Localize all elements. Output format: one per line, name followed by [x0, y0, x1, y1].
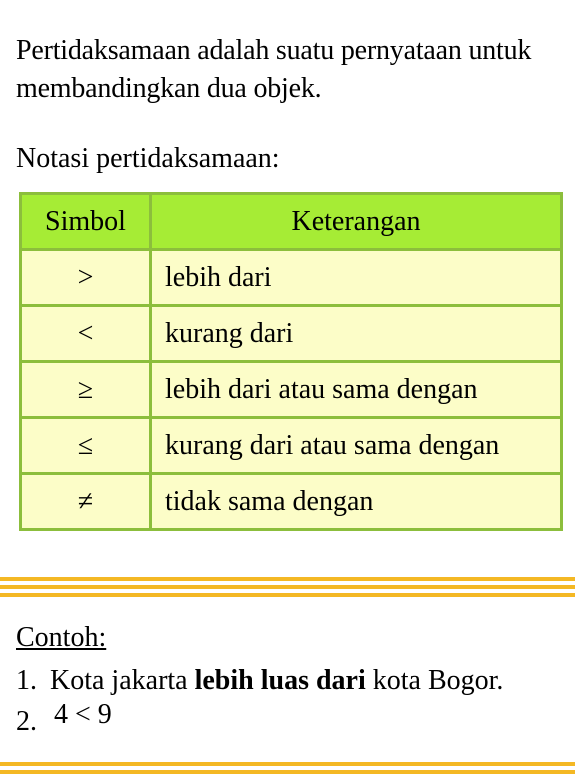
divider-stripe [0, 770, 575, 774]
divider-stripe [0, 577, 575, 581]
example-number: 1. [16, 665, 37, 696]
description-cell: kurang dari [151, 306, 562, 362]
contoh-heading: Contoh: [16, 622, 107, 653]
example-text-before: Kota jakarta [50, 665, 195, 696]
symbol-cell: ≥ [21, 362, 151, 418]
example-number: 2. [16, 706, 37, 737]
table-header-row [21, 194, 562, 250]
divider-stripe [0, 593, 575, 597]
symbol-cell: ≠ [21, 474, 151, 530]
divider-stripes-top [0, 577, 575, 601]
table-row [21, 250, 562, 306]
example-text-bold: lebih luas dari [194, 665, 366, 696]
symbol-cell: ≤ [21, 418, 151, 474]
table-row [21, 362, 562, 418]
example-text-after: kota Bogor. [365, 665, 504, 696]
example-expression: 4 < 9 [54, 699, 112, 730]
symbol-cell: > [21, 250, 151, 306]
intro-paragraph: Pertidaksamaan adalah suatu pernyataan untuk membandingkan dua objek. [16, 35, 532, 104]
description-cell: lebih dari atau sama dengan [151, 362, 562, 418]
description-cell: lebih dari [151, 250, 562, 306]
example-1 [16, 663, 503, 699]
divider-stripe [0, 762, 575, 766]
description-cell: kurang dari atau sama dengan [151, 418, 562, 474]
divider-stripe [0, 585, 575, 589]
notation-table [19, 192, 563, 531]
divider-stripes-bottom [0, 762, 575, 778]
table-row [21, 474, 562, 530]
table-row [21, 418, 562, 474]
description-cell: tidak sama dengan [151, 474, 562, 530]
header-keterangan: Keterangan [151, 194, 562, 250]
symbol-cell: < [21, 306, 151, 362]
notasi-heading: Notasi pertidaksamaan: [16, 143, 280, 174]
header-simbol: Simbol [21, 194, 151, 250]
table-row [21, 306, 562, 362]
